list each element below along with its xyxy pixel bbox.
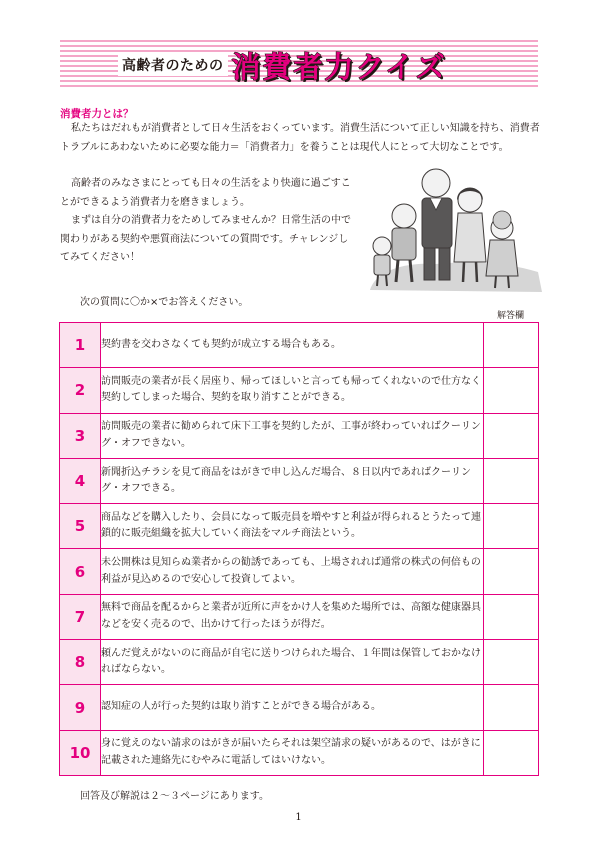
question-number: 1: [60, 323, 101, 368]
question-text: 訪問販売の業者が長く居座り、帰ってほしいと言っても帰ってくれないので仕方なく契約してしまった場合、契約を取り消すことができる。: [101, 368, 484, 413]
quiz-row: [60, 730, 539, 775]
question-number: 3: [60, 413, 101, 458]
answer-cell[interactable]: [484, 640, 539, 685]
quiz-row: [60, 458, 539, 503]
page-number: 1: [295, 812, 302, 823]
question-number: 5: [60, 504, 101, 549]
question-number: 2: [60, 368, 101, 413]
question-text: 訪問販売の業者に勧められて床下工事を契約したが、工事が終わっていればクーリング・オフできない。: [101, 413, 484, 458]
question-number: 7: [60, 594, 101, 639]
question-number: 10: [60, 730, 101, 775]
quiz-row: [60, 594, 539, 639]
question-number: 4: [60, 458, 101, 503]
intro-heading: 消費者力とは？: [60, 108, 134, 120]
instruction-text: 次の質問に〇か×でお答えください。: [80, 297, 249, 308]
quiz-row: [60, 413, 539, 458]
intro-paragraph-2: 高齢者のみなさまにとっても日々の生活をより快適に過ごすことができるよう消費者力を磨きましょう。: [60, 178, 351, 208]
title: [118, 45, 447, 85]
answer-cell[interactable]: [484, 549, 539, 594]
answer-cell[interactable]: [484, 685, 539, 730]
intro-paragraph-1: 私たちはだれもが消費者として日々生活をおくっています。消費生活について正しい知識を持ち、消費者トラブルにあわないために必要な能力＝「消費者力」を養うことは現代人にとって大切なことです。: [60, 123, 540, 153]
intro-paragraph-3: まずは自分の消費者力をためしてみませんか？日常生活の中で関わりがある契約や悪質商法についての質問です。チャレンジしてみてください！: [60, 215, 351, 264]
quiz-row: [60, 640, 539, 685]
question-text: 未公開株は見知らぬ業者からの勧誘であっても、上場されれば通常の株式の何倍もの利益が見込めるので安心して投資してよい。: [101, 549, 484, 594]
footer-note: 回答及び解説は２～３ページにあります。: [80, 791, 269, 802]
answer-column-header: 解答欄: [497, 311, 525, 321]
answer-cell[interactable]: [484, 458, 539, 503]
quiz-row: [60, 685, 539, 730]
question-text: 頼んだ覚えがないのに商品が自宅に送りつけられた場合、１年間は保管しておかなければならない。: [101, 640, 484, 685]
quiz-row: [60, 323, 539, 368]
answer-cell[interactable]: [484, 368, 539, 413]
question-number: 6: [60, 549, 101, 594]
question-text: 商品などを購入したり、会員になって販売員を増やすと利益が得られるとうたって連鎖的に販売組織を拡大していく商法をマルチ商法という。: [101, 504, 484, 549]
answer-cell[interactable]: [484, 594, 539, 639]
quiz-row: [60, 368, 539, 413]
question-number: 9: [60, 685, 101, 730]
quiz-table: [59, 322, 539, 776]
answer-cell[interactable]: [484, 323, 539, 368]
question-text: 契約書を交わさなくても契約が成立する場合もある。: [101, 323, 484, 368]
answer-cell[interactable]: [484, 730, 539, 775]
question-number: 8: [60, 640, 101, 685]
answer-cell[interactable]: [484, 413, 539, 458]
question-text: 新聞折込チラシを見て商品をはがきで申し込んだ場合、８日以内であればクーリング・オフできる。: [101, 458, 484, 503]
family-illustration: [366, 158, 544, 298]
question-text: 認知症の人が行った契約は取り消すことができる場合がある。: [101, 685, 484, 730]
question-text: 無料で商品を配るからと業者が近所に声をかけ人を集めた場所では、高額な健康器具などを安く売るので、出かけて行ったほうが得だ。: [101, 594, 484, 639]
answer-cell[interactable]: [484, 504, 539, 549]
title-main: 消費者力クイズ: [231, 49, 447, 84]
title-prefix: 高齢者のための: [118, 54, 228, 76]
question-text: 身に覚えのない請求のはがきが届いたらそれは架空請求の疑いがあるので、はがきに記載された連絡先にむやみに電話してはいけない。: [101, 730, 484, 775]
quiz-row: [60, 549, 539, 594]
quiz-row: [60, 504, 539, 549]
